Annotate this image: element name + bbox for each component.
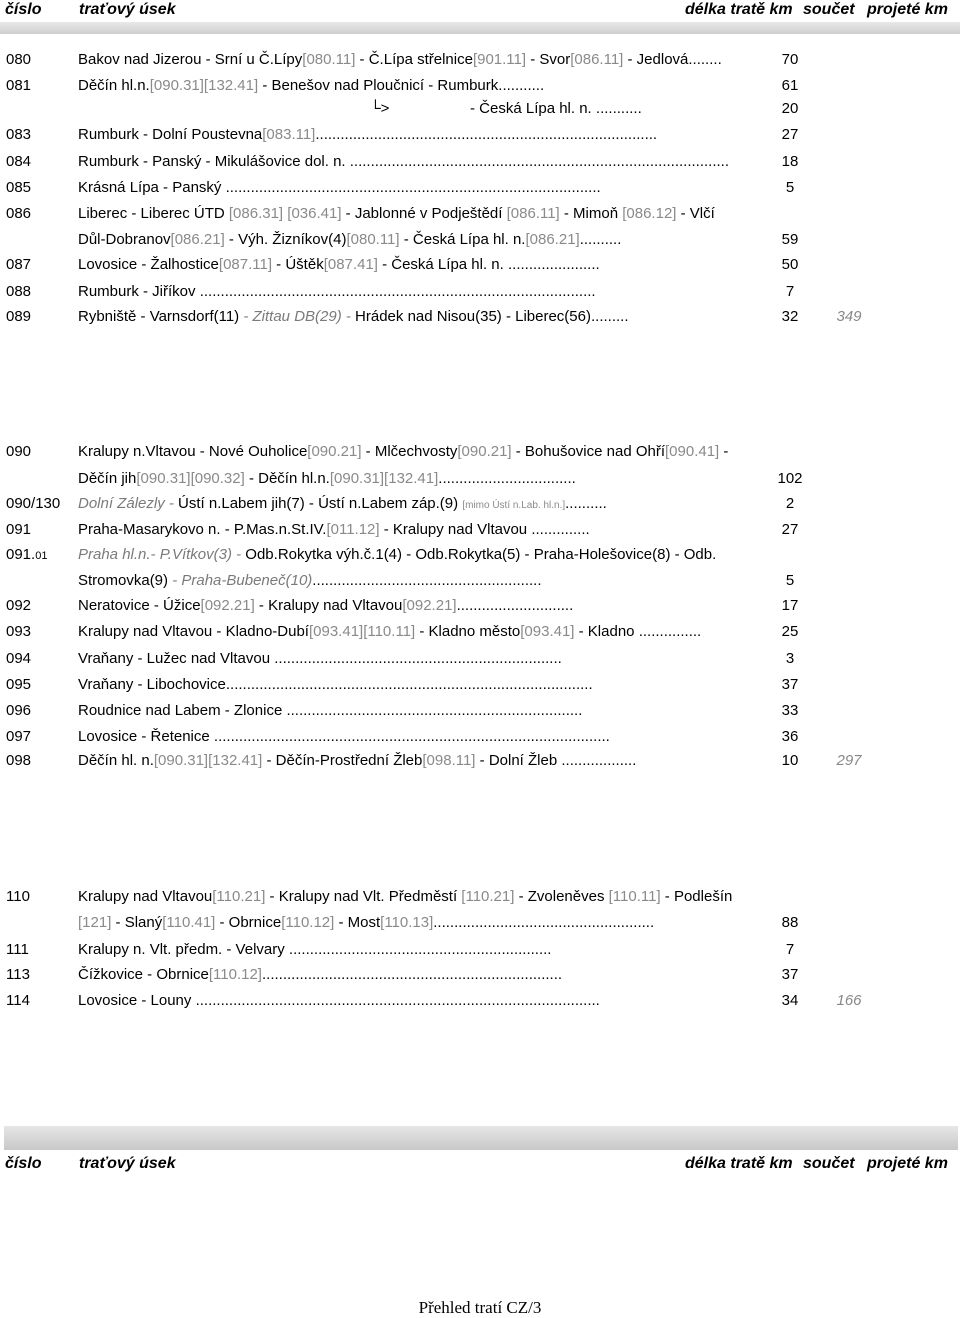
line-description: Lovosice - Louny ................................................................................................. (78, 992, 600, 1009)
table-row (0, 283, 960, 305)
table-row (0, 623, 960, 645)
line-description: Kralupy n.Vltavou - Nové Ouholice[090.21] - Mlčechvosty[090.21] - Bohušovice nad Ohří[090.41] - (78, 443, 729, 460)
line-length: 25 (781, 623, 799, 640)
line-number: 096 (6, 702, 32, 719)
line-length: 5 (785, 179, 795, 196)
table-row (0, 572, 960, 594)
line-description: Neratovice - Úžice[092.21] - Kralupy nad Vltavou[092.21]............................ (78, 597, 574, 614)
line-description: Praha hl.n.- P.Vítkov(3) - Odb.Rokytka výh.č.1(4) - Odb.Rokytka(5) - Praha-Holešovice(8) - Odb. (78, 546, 717, 563)
line-number: 114 (6, 992, 30, 1009)
line-length: 10 (781, 752, 799, 769)
table-row (0, 308, 960, 330)
table-row (0, 126, 960, 148)
table-row (0, 728, 960, 750)
table-row (0, 443, 960, 465)
table-row (0, 256, 960, 278)
line-length: 37 (781, 676, 799, 693)
line-length: 5 (785, 572, 795, 589)
line-length: 20 (781, 100, 799, 117)
line-number: 111 (6, 941, 29, 958)
table-row (0, 752, 960, 774)
table-row (0, 597, 960, 619)
line-description: - Česká Lípa hl. n. ........... (470, 100, 642, 117)
header-projete: projeté km (867, 1, 948, 18)
line-description: Vraňany - Libochovice........................................................................................ (78, 676, 593, 693)
line-number: 088 (6, 283, 32, 300)
table-row (0, 100, 960, 122)
line-length: 102 (777, 470, 803, 487)
line-description: Rumburk - Dolní Poustevna[083.11].................................................................................. (78, 126, 658, 143)
line-number: 091.01 (6, 546, 48, 563)
table-row (0, 179, 960, 201)
line-description: Děčín hl.n.[090.31][132.41] - Benešov nad Ploučnicí - Rumburk........... (78, 77, 545, 94)
table-row (0, 205, 960, 227)
group-sum: 297 (836, 752, 862, 769)
line-number: 090 (6, 443, 32, 460)
page-footer: Přehled tratí CZ/3 (418, 1298, 542, 1317)
table-row (0, 51, 960, 73)
line-length: 59 (781, 231, 799, 248)
line-number: 080 (6, 51, 32, 68)
table-row (0, 914, 960, 936)
line-description: Děčín jih[090.31][090.32] - Děčín hl.n.[090.31][132.41]................................. (78, 470, 576, 487)
line-length: 37 (781, 966, 799, 983)
line-description: Krásná Lípa - Panský .......................................................................................... (78, 179, 601, 196)
line-description: Kralupy nad Vltavou[110.21] - Kralupy nad Vlt. Předměstí [110.21] - Zvoleněves [110.11] - Podlešín (78, 888, 733, 905)
line-description: Rumburk - Jiříkov ............................................................................................... (78, 283, 596, 300)
header-delka: délka tratě km (685, 1, 793, 18)
line-number: 113 (6, 966, 30, 983)
line-length: 70 (781, 51, 799, 68)
line-description: Důl-Dobranov[086.21] - Výh. Žizníkov(4)[080.11] - Česká Lípa hl. n.[086.21].......... (78, 231, 622, 248)
table-row (0, 77, 960, 99)
line-number: 089 (6, 308, 32, 325)
line-description: Kralupy n. Vlt. předm. - Velvary ............................................................... (78, 941, 552, 958)
line-description: Liberec - Liberec ÚTD [086.31] [036.41] - Jablonné v Podještědí [086.11] - Mimoň [086.12] - Vlčí (78, 205, 715, 222)
table-header-bottom (0, 1155, 960, 1175)
line-length: 3 (785, 650, 795, 667)
line-description: Bakov nad Jizerou - Srní u Č.Lípy[080.11] - Č.Lípa střelnice[901.11] - Svor[086.11] - Jedlová........ (78, 51, 722, 68)
footer-band (4, 1126, 958, 1150)
table-row (0, 702, 960, 724)
line-number: 086 (6, 205, 32, 222)
line-length: 34 (781, 992, 799, 1009)
header-usek: traťový úsek (79, 1155, 176, 1172)
line-description: Stromovka(9) - Praha-Bubeneč(10)....................................................... (78, 572, 542, 589)
table-row (0, 992, 960, 1014)
header-soucet: součet (803, 1155, 855, 1172)
table-row (0, 153, 960, 175)
line-length: 17 (781, 597, 799, 614)
line-length: 7 (785, 283, 795, 300)
line-number: 110 (6, 888, 30, 905)
header-projete: projeté km (867, 1155, 948, 1172)
table-row (0, 231, 960, 253)
line-number: 084 (6, 153, 32, 170)
table-header-top (0, 1, 960, 21)
line-length: 27 (781, 126, 799, 143)
line-description: Lovosice - Žalhostice[087.11] - Úštěk[087.41] - Česká Lípa hl. n. ...................... (78, 256, 600, 273)
line-description: Rumburk - Panský - Mikulášovice dol. n. ........................................................................................... (78, 153, 730, 170)
line-number: 087 (6, 256, 32, 273)
group-sum: 166 (836, 992, 862, 1009)
branch-arrow: └> (370, 100, 390, 117)
line-description: Rybniště - Varnsdorf(11) - Zittau DB(29) - Hrádek nad Nisou(35) - Liberec(56)......... (78, 308, 629, 325)
header-cislo: číslo (5, 1, 42, 18)
header-soucet: součet (803, 1, 855, 18)
line-number: 090/130 (6, 495, 61, 512)
line-description: Kralupy nad Vltavou - Kladno-Dubí[093.41][110.11] - Kladno město[093.41] - Kladno ............... (78, 623, 702, 640)
header-usek: traťový úsek (79, 1, 176, 18)
line-length: 7 (785, 941, 795, 958)
table-row (0, 941, 960, 963)
table-row (0, 650, 960, 672)
line-length: 50 (781, 256, 799, 273)
table-row (0, 495, 960, 517)
line-number: 081 (6, 77, 32, 94)
line-number: 092 (6, 597, 32, 614)
line-length: 27 (781, 521, 799, 538)
line-length: 2 (785, 495, 795, 512)
line-length: 18 (781, 153, 799, 170)
line-description: Dolní Zálezly - Ústí n.Labem jih(7) - Ústí n.Labem záp.(9) [mimo Ústí n.Lab. hl.n.].......... (78, 495, 607, 512)
line-length: 33 (781, 702, 799, 719)
header-delka: délka tratě km (685, 1155, 793, 1172)
line-length: 32 (781, 308, 799, 325)
line-number: 091 (6, 521, 32, 538)
line-number: 097 (6, 728, 32, 745)
table-row (0, 470, 960, 492)
header-cislo: číslo (5, 1155, 42, 1172)
table-row (0, 676, 960, 698)
line-length: 88 (781, 914, 799, 931)
line-number: 098 (6, 752, 32, 769)
line-description: Lovosice - Řetenice ............................................................................................... (78, 728, 610, 745)
line-description: Praha-Masarykovo n. - P.Mas.n.St.IV.[011.12] - Kralupy nad Vltavou .............. (78, 521, 590, 538)
line-description: Čížkovice - Obrnice[110.12]........................................................................ (78, 966, 563, 983)
line-length: 61 (781, 77, 799, 94)
table-row (0, 521, 960, 543)
line-number: 083 (6, 126, 32, 143)
table-row (0, 888, 960, 910)
line-number: 094 (6, 650, 32, 667)
line-description: [121] - Slaný[110.41] - Obrnice[110.12] - Most[110.13]..................................................... (78, 914, 655, 931)
line-description: Děčín hl. n.[090.31][132.41] - Děčín-Prostřední Žleb[098.11] - Dolní Žleb .................. (78, 752, 637, 769)
line-description: Vraňany - Lužec nad Vltavou ..................................................................... (78, 650, 562, 667)
line-number: 093 (6, 623, 32, 640)
group-sum: 349 (836, 308, 862, 325)
table-row (0, 966, 960, 988)
line-description: Roudnice nad Labem - Zlonice ....................................................................... (78, 702, 583, 719)
table-row (0, 546, 960, 568)
header-band (0, 22, 960, 34)
line-number: 095 (6, 676, 32, 693)
line-length: 36 (781, 728, 799, 745)
line-number: 085 (6, 179, 32, 196)
